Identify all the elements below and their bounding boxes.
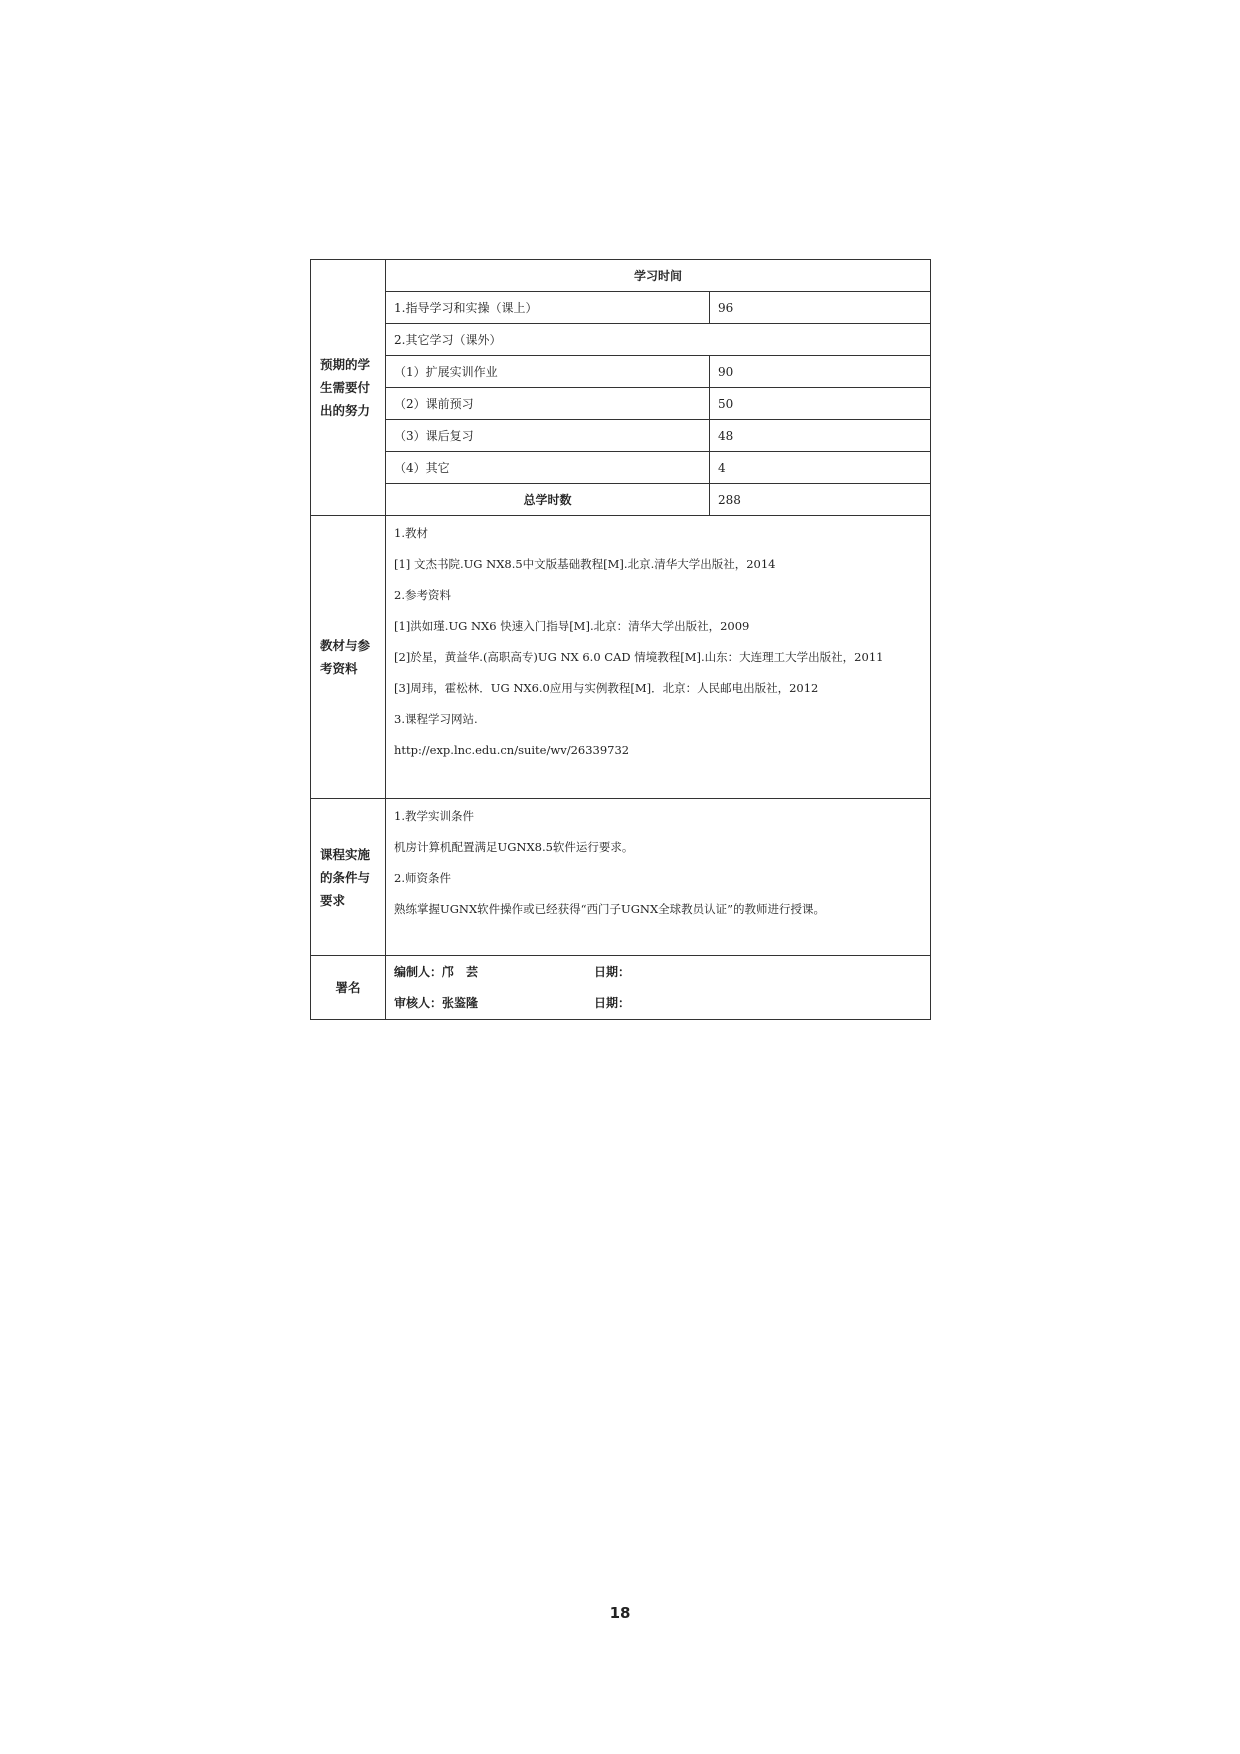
conditions-line: 2.师资条件	[394, 871, 451, 885]
materials-url: http://exp.lnc.edu.cn/suite/wv/26339732	[394, 743, 630, 757]
effort-row-label: （2）课前预习	[386, 388, 710, 420]
effort-row-value: 50	[710, 388, 931, 420]
effort-row-label: （4）其它	[386, 452, 710, 484]
effort-row-value: 90	[710, 356, 931, 388]
effort-row-label: 2.其它学习（课外）	[386, 324, 931, 356]
course-info-table	[310, 259, 931, 1020]
compiler-date: 日期：	[594, 964, 631, 979]
effort-row-value: 48	[710, 420, 931, 452]
effort-row	[311, 420, 931, 452]
materials-side-label: 教材与参考资料	[320, 638, 371, 676]
conditions-row	[311, 799, 931, 956]
effort-header-row	[311, 260, 931, 292]
effort-row	[311, 452, 931, 484]
materials-line: [3]周玮，霍松林．UG NX6.0应用与实例教程[M]．北京：人民邮电出版社，2012	[394, 681, 819, 695]
materials-side-label-cell	[311, 516, 386, 799]
effort-row	[311, 388, 931, 420]
conditions-content	[386, 799, 931, 956]
conditions-line: 熟练掌握UGNX软件操作或已经获得“西门子UGNX全球教员认证”的教师进行授课。	[394, 902, 826, 916]
conditions-side-label: 课程实施的条件与要求	[320, 846, 371, 908]
effort-header: 学习时间	[386, 260, 931, 292]
reviewer-date: 日期：	[594, 995, 631, 1010]
materials-line: 1.教材	[394, 526, 428, 540]
signature-side-label: 署名	[335, 980, 361, 995]
effort-row	[311, 356, 931, 388]
conditions-line: 1.教学实训条件	[394, 809, 474, 823]
effort-side-label: 预期的学生需要付出的努力	[320, 357, 371, 418]
signature-row	[311, 956, 931, 1020]
effort-side-label-cell	[311, 260, 386, 516]
reviewer-row	[394, 988, 930, 1019]
signature-side-label-cell	[311, 956, 386, 1020]
effort-row-value: 4	[710, 452, 931, 484]
materials-line: 3.课程学习网站.	[394, 712, 478, 726]
materials-row	[311, 516, 931, 799]
reviewer-name: 审核人：张鉴隆	[394, 995, 479, 1010]
conditions-line: 机房计算机配置满足UGNX8.5软件运行要求。	[394, 840, 634, 854]
effort-row	[311, 292, 931, 324]
compiler-name: 编制人：邝 芸	[394, 964, 479, 979]
effort-total-row	[311, 484, 931, 516]
signature-content	[386, 956, 931, 1020]
effort-row-value: 96	[710, 292, 931, 324]
effort-total-label: 总学时数	[386, 484, 710, 516]
effort-row-label: （1）扩展实训作业	[386, 356, 710, 388]
effort-total-value: 288	[710, 484, 931, 516]
materials-line: [1]洪如瑾.UG NX6 快速入门指导[M].北京：清华大学出版社，2009	[394, 619, 750, 633]
page-number: 18	[609, 1604, 631, 1622]
materials-line: [2]於星，黄益华.(高职高专)UG NX 6.0 CAD 情境教程[M].山东：大连理工大学出版社，2011	[394, 650, 884, 664]
compiler-row	[394, 957, 930, 988]
materials-line: [1] 文杰书院.UG NX8.5中文版基础教程[M].北京.清华大学出版社，2014	[394, 557, 776, 571]
materials-content	[386, 516, 931, 799]
materials-line: 2.参考资料	[394, 588, 451, 602]
effort-row-label: 1.指导学习和实操（课上）	[386, 292, 710, 324]
effort-row-label: （3）课后复习	[386, 420, 710, 452]
conditions-side-label-cell	[311, 799, 386, 956]
effort-row	[311, 324, 931, 356]
